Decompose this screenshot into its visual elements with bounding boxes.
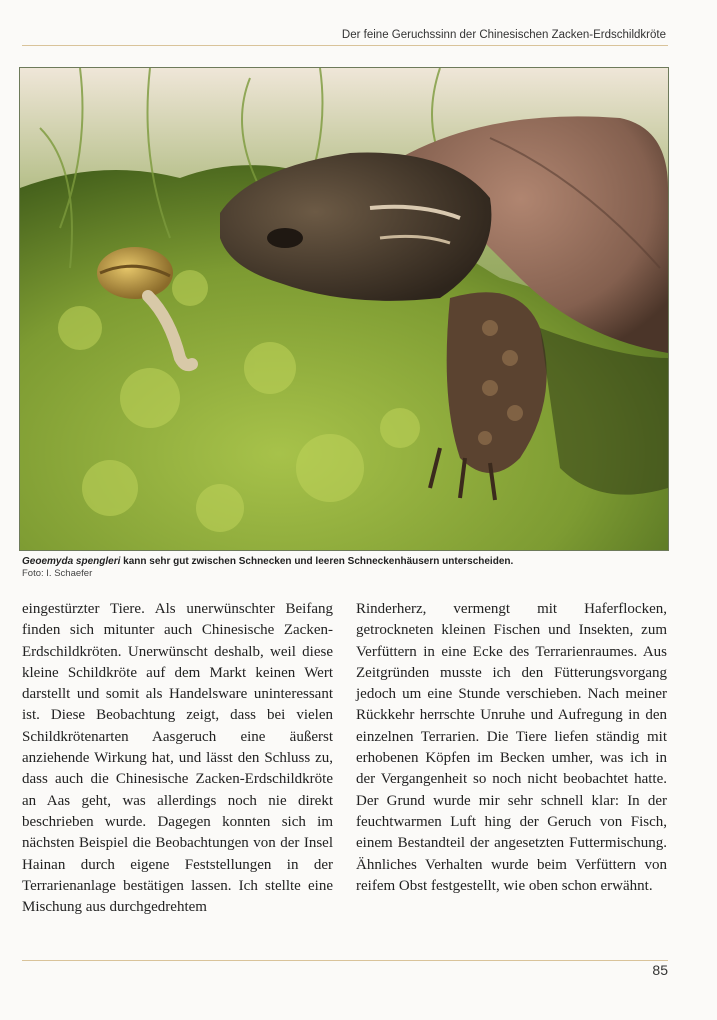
body-column-right [356, 599, 667, 897]
running-head: Der feine Geruchssinn der Chinesischen Zacken-Erdschildkröte [341, 29, 666, 41]
left-column-text: eingestürzter Tiere. Als unerwünschter Beifang finden sich mitunter auch Chinesische Zacken-Erdschildkröten. Unerwünscht deshalb, weil diese kleine Schildkröte auf dem Markt keinen Wert darstellt und somit als Handelsware uninteressant ist. Diese Beobachtung zeigt, dass bei vielen Schildkrötenarten Aasgeruch eine äußerst anziehende Wirkung hat, und lässt den Schluss zu, dass auch die Chinesische Zacken-Erdschildkröte an Aas geht, was allerdings noch nie direkt beschrieben wurde. Dagegen konnten sich im nächsten Beispiel die Beobachtungen von der Insel Hainan durch eigene Feststellungen in der Terrarienanlage bestätigen lassen. Ich stellte eine Mischung aus durchgedrehtem [22, 601, 333, 916]
right-column-text: Rinderherz, vermengt mit Haferflocken, getrockneten kleinen Fischen und Insekten, zum Verfüttern in eine Ecke des Terrarienraumes. Aus Zeitgründen musste ich den Fütterungsvorgang jedoch um eine Stunde verschieben. Nach meiner Rückkehr herrschte Unruhe und Aufregung in den einzelnen Terrarien. Die Tiere liefen ständig mit erhobenen Köpfen im Becken umher, was ich in der Vergangenheit so noch nicht beobachtet hatte. Der Grund wurde mir sehr schnell klar: In der feuchtwarmen Luft hing der Geruch von Fisch, einem Bestandteil der angesetzten Futtermischung. Ähnliches Verhalten wurde beim Verfüttern von reifem Obst festgestellt, wie oben schon erwähnt. [356, 601, 667, 894]
caption-species: Geoemyda spengleri [22, 556, 121, 567]
caption-text: kann sehr gut zwischen Schnecken und leeren Schneckenhäusern unterscheiden. [120, 556, 514, 567]
footer-divider [22, 960, 668, 961]
figure-photo [19, 67, 669, 551]
photo-credit: Foto: I. Schaefer [22, 568, 93, 579]
page-number: 85 [652, 962, 668, 978]
figure-caption [22, 556, 668, 580]
body-column-left [22, 599, 333, 918]
header-divider [22, 45, 668, 46]
